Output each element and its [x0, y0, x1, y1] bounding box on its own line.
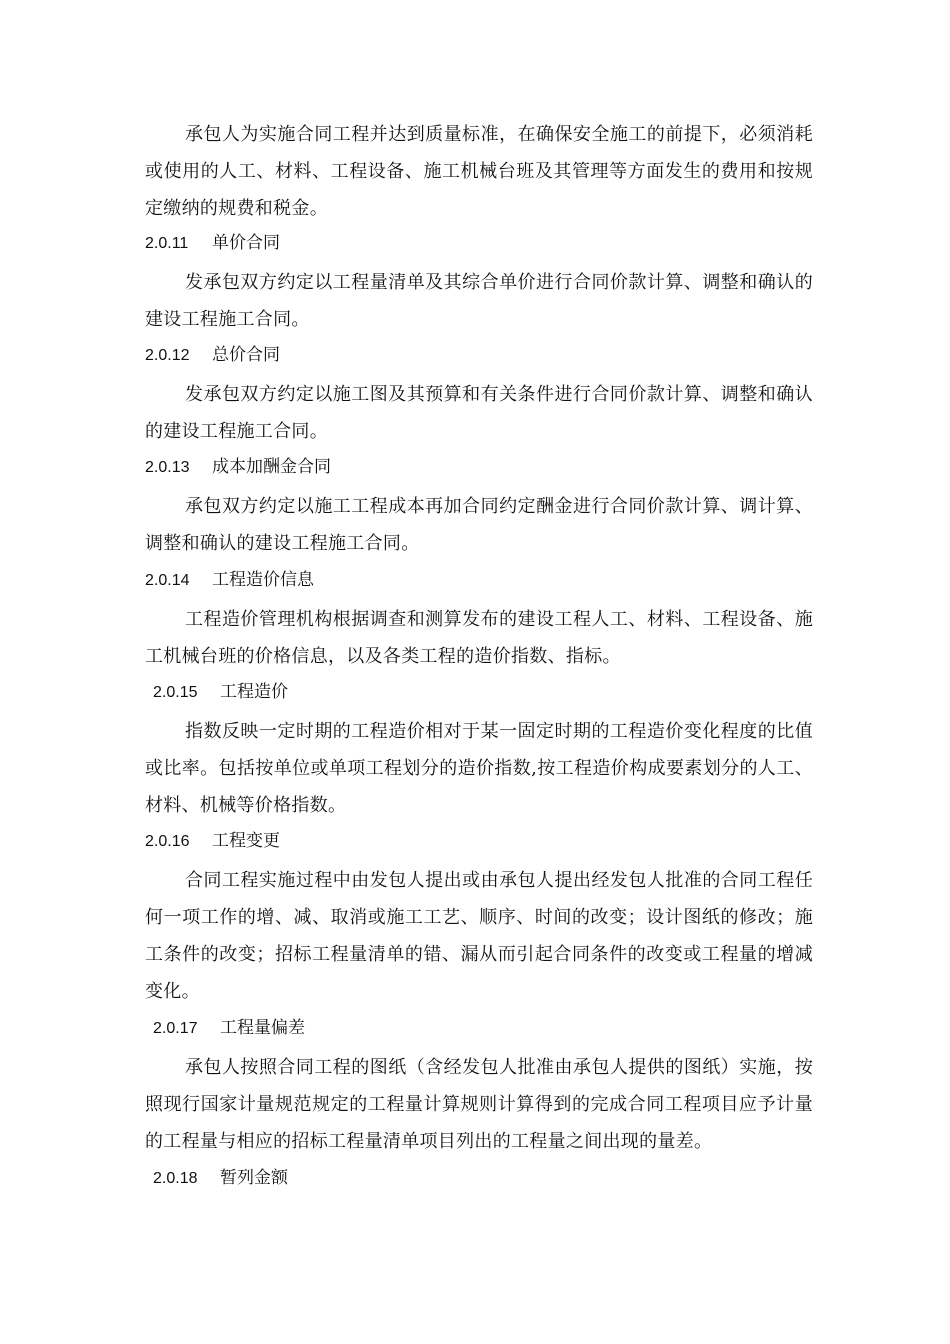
heading-title: 成本加酬金合同	[212, 457, 331, 477]
heading-number: 2.0.16	[145, 833, 190, 850]
heading-title: 总价合同	[212, 345, 280, 365]
paragraph-cost-information: 工程造价管理机构根据调查和测算发布的建设工程人工、材料、工程设备、施工机械台班的价格信息，以及各类工程的造价指数、指标。	[145, 609, 813, 667]
paragraph-unit-price-contract: 发承包双方约定以工程量清单及其综合单价进行合同价款计算、调整和确认的建设工程施工合同。	[145, 272, 813, 330]
heading-2-0-16	[145, 826, 813, 857]
paragraph-engineering-change: 合同工程实施过程中由发包人提出或由承包人提出经发包人批准的合同工程任何一项工作的增、减、取消或施工工艺、顺序、时间的改变；设计图纸的修改；施工条件的改变；招标工程量清单的错、漏从而引起合同条件的改变或工程量的增减变化。	[145, 870, 813, 1002]
heading-title: 工程变更	[212, 831, 280, 851]
paragraph-quantity-deviation: 承包人按照合同工程的图纸（含经发包人批准由承包人提供的图纸）实施，按照现行国家计量规范规定的工程量计算规则计算得到的完成合同工程项目应予计量的工程量与相应的招标工程量清单项目列出的工程量之间出现的量差。	[145, 1057, 813, 1152]
heading-2-0-11	[145, 228, 813, 259]
heading-2-0-14	[145, 565, 813, 596]
heading-number: 2.0.13	[145, 459, 190, 476]
heading-number: 2.0.18	[153, 1170, 198, 1187]
heading-number: 2.0.17	[153, 1020, 198, 1037]
heading-number: 2.0.14	[145, 572, 190, 589]
heading-2-0-15	[153, 677, 821, 708]
heading-number: 2.0.11	[145, 235, 189, 252]
heading-title: 暂列金额	[220, 1168, 288, 1188]
paragraph-lump-sum-contract: 发承包双方约定以施工图及其预算和有关条件进行合同价款计算、调整和确认的建设工程施工合同。	[145, 384, 813, 442]
heading-2-0-18	[153, 1163, 821, 1194]
paragraph-cost-plus-contract: 承包双方约定以施工工程成本再加合同约定酬金进行合同价款计算、调计算、调整和确认的建设工程施工合同。	[145, 496, 813, 554]
heading-2-0-13	[145, 452, 813, 483]
heading-title: 单价合同	[212, 233, 280, 253]
heading-title: 工程量偏差	[220, 1018, 305, 1038]
heading-title: 工程造价	[220, 682, 288, 702]
heading-title: 工程造价信息	[212, 570, 314, 590]
heading-number: 2.0.12	[145, 347, 190, 364]
heading-number: 2.0.15	[153, 684, 198, 701]
paragraph-cost-definition: 承包人为实施合同工程并达到质量标准，在确保安全施工的前提下，必须消耗或使用的人工、材料、工程设备、施工机械台班及其管理等方面发生的费用和按规定缴纳的规费和税金。	[145, 124, 813, 219]
heading-2-0-12	[145, 340, 813, 371]
paragraph-cost-index: 指数反映一定时期的工程造价相对于某一固定时期的工程造价变化程度的比值或比率。包括按单位或单项工程划分的造价指数,按工程造价构成要素划分的人工、材料、机械等价格指数。	[145, 721, 813, 816]
heading-2-0-17	[153, 1013, 821, 1044]
